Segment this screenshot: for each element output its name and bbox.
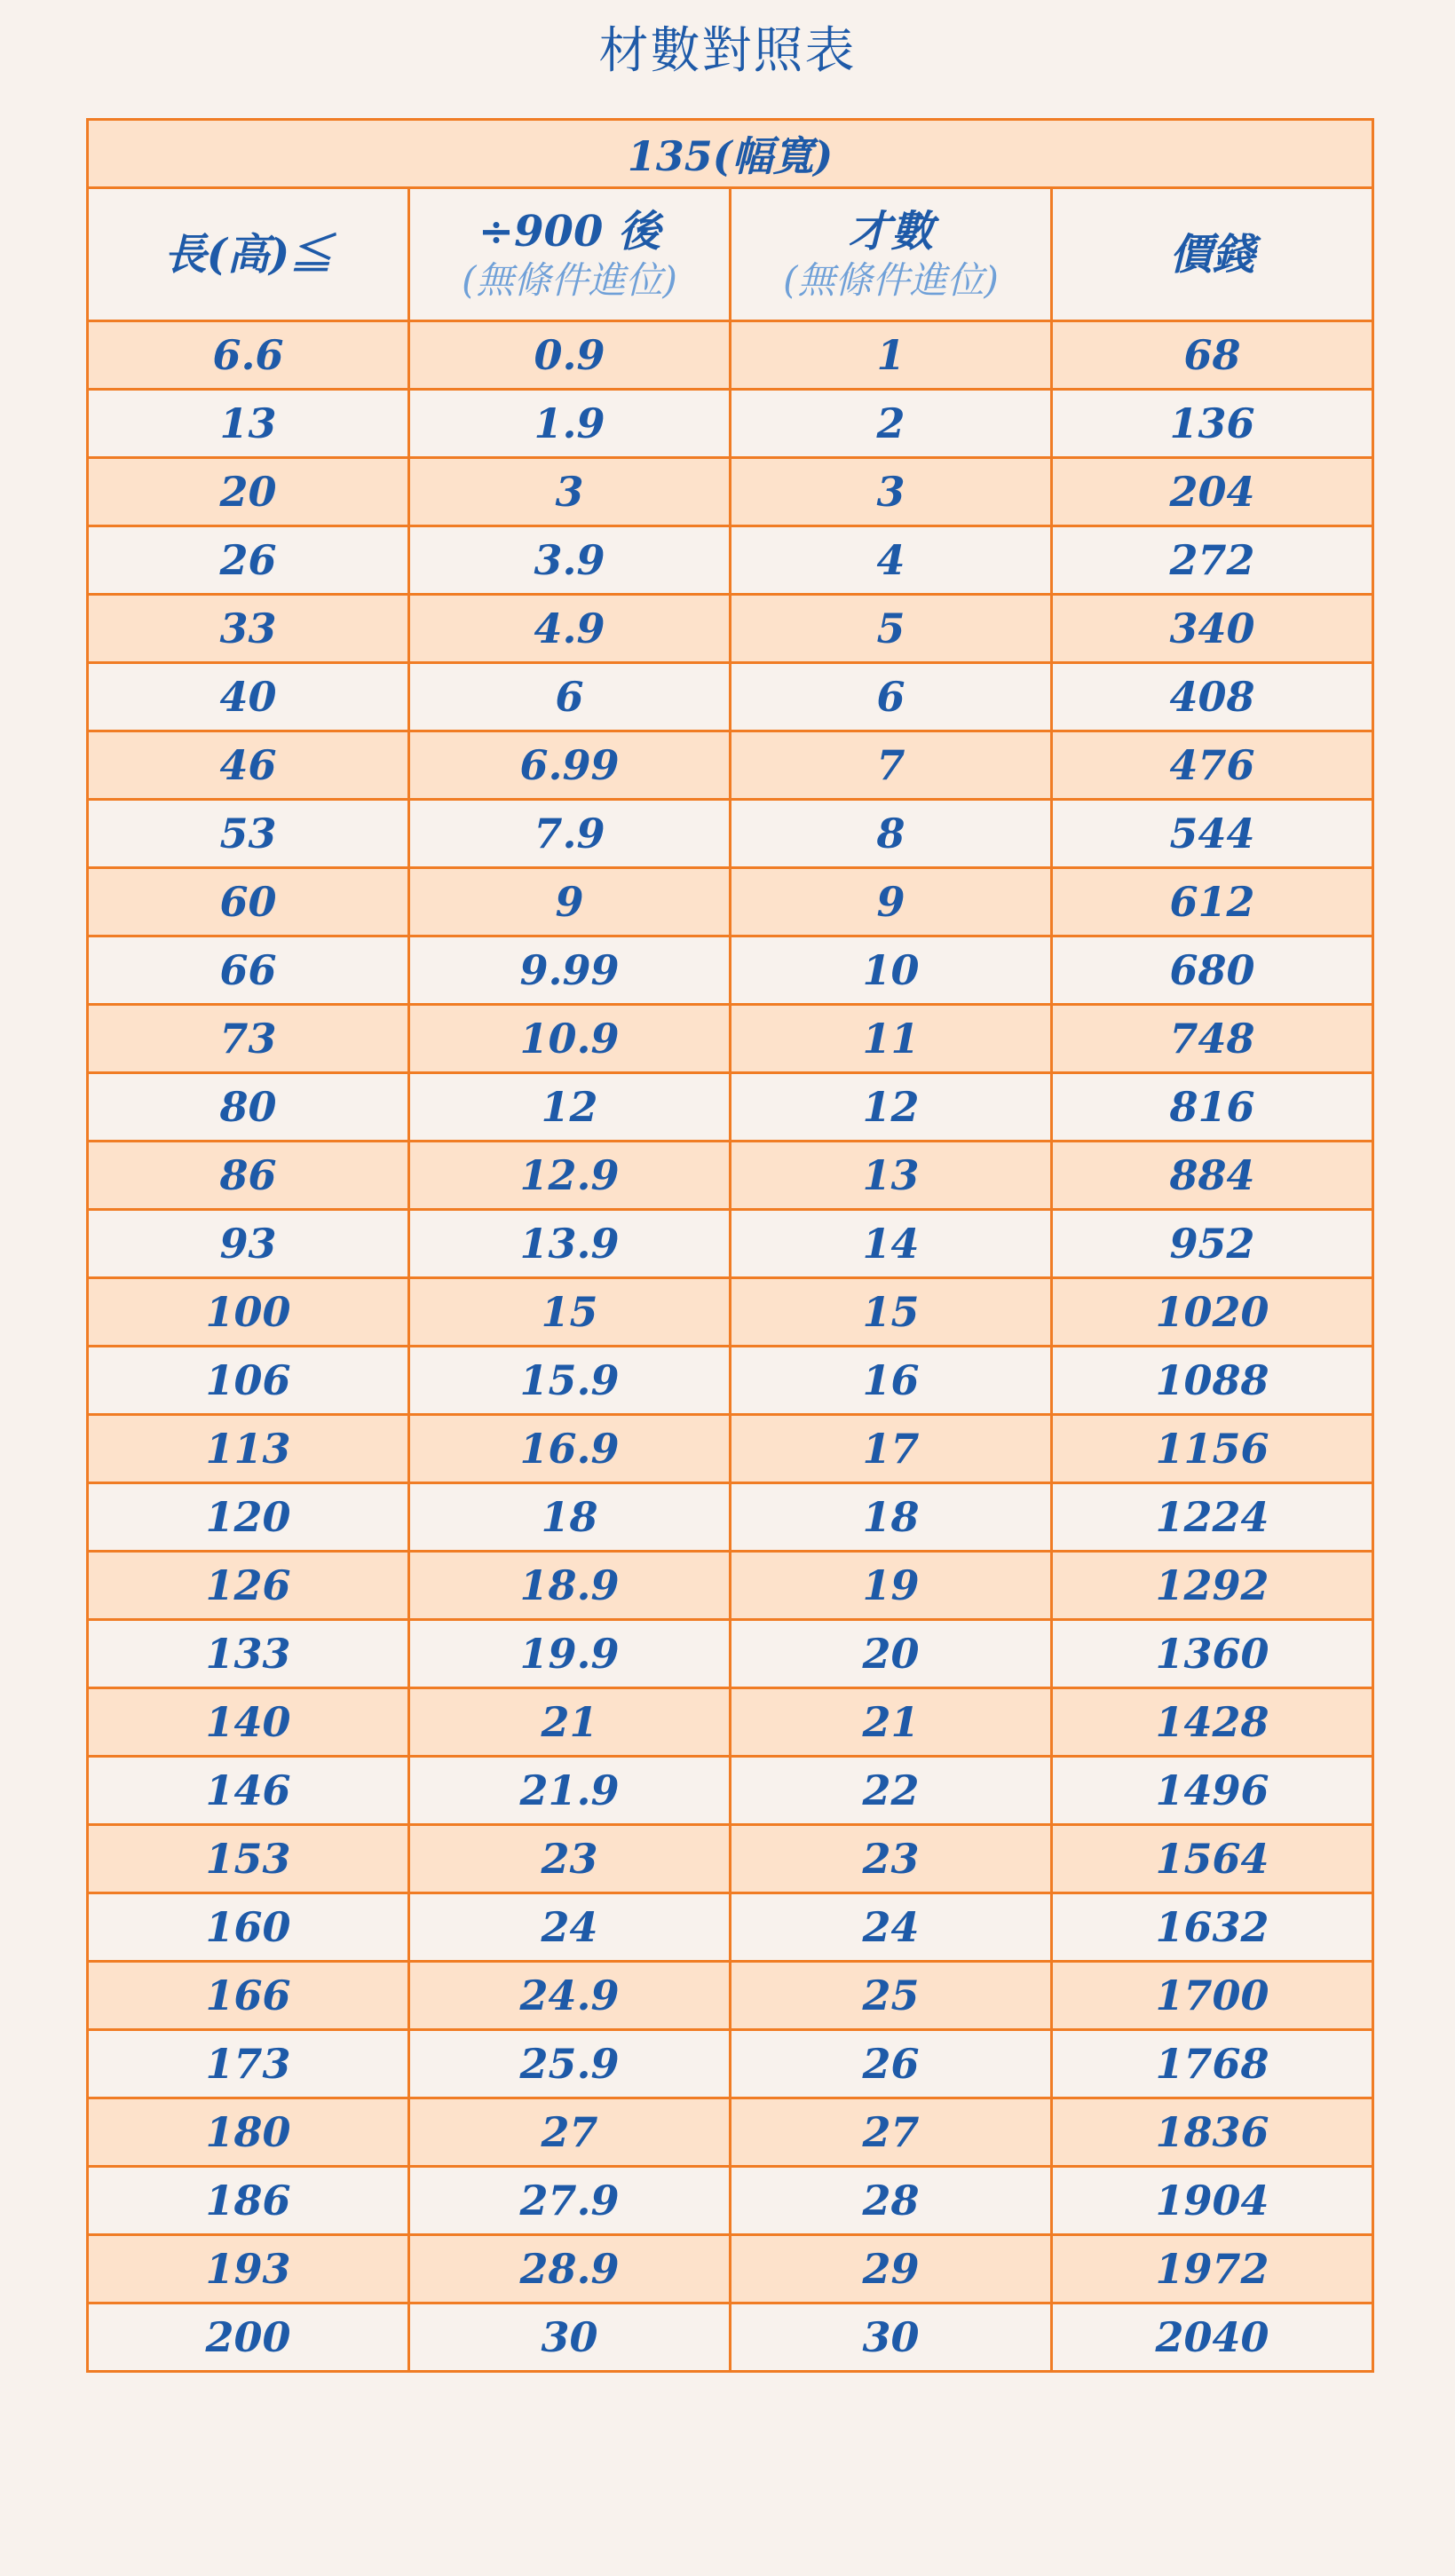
cell-divided: 25.9 xyxy=(409,2030,731,2098)
cell-divided: 4.9 xyxy=(409,595,731,663)
table-row xyxy=(88,2235,1373,2303)
cell-divided: 3.9 xyxy=(409,526,731,595)
table-row xyxy=(88,595,1373,663)
cell-price: 1496 xyxy=(1052,1757,1373,1825)
cell-cai: 8 xyxy=(731,800,1052,868)
table-row xyxy=(88,1552,1373,1620)
cell-divided: 10.9 xyxy=(409,1005,731,1073)
table-row xyxy=(88,1620,1373,1688)
cell-length: 46 xyxy=(88,731,409,800)
cell-divided: 16.9 xyxy=(409,1415,731,1483)
cell-divided: 6.99 xyxy=(409,731,731,800)
cell-divided: 30 xyxy=(409,2303,731,2372)
cell-cai: 13 xyxy=(731,1142,1052,1210)
cell-length: 86 xyxy=(88,1142,409,1210)
cell-cai: 23 xyxy=(731,1825,1052,1893)
cell-divided: 24 xyxy=(409,1893,731,1962)
cell-divided: 9.99 xyxy=(409,936,731,1005)
cell-cai: 4 xyxy=(731,526,1052,595)
cell-divided: 27.9 xyxy=(409,2167,731,2235)
column-header-length xyxy=(88,188,409,321)
cell-length: 6.6 xyxy=(88,321,409,390)
cell-price: 680 xyxy=(1052,936,1373,1005)
cell-divided: 3 xyxy=(409,458,731,526)
column-header-price xyxy=(1052,188,1373,321)
cell-cai: 2 xyxy=(731,390,1052,458)
cell-length: 140 xyxy=(88,1688,409,1757)
table-row xyxy=(88,1142,1373,1210)
section-header-row xyxy=(88,120,1373,188)
table-row xyxy=(88,1005,1373,1073)
column-header-label: ÷900 後 xyxy=(478,206,661,257)
cell-price: 68 xyxy=(1052,321,1373,390)
cell-cai: 30 xyxy=(731,2303,1052,2372)
cell-divided: 15.9 xyxy=(409,1347,731,1415)
cell-cai: 17 xyxy=(731,1415,1052,1483)
cell-price: 2040 xyxy=(1052,2303,1373,2372)
cell-divided: 19.9 xyxy=(409,1620,731,1688)
cell-price: 952 xyxy=(1052,1210,1373,1278)
table-row xyxy=(88,2098,1373,2167)
table-row xyxy=(88,2303,1373,2372)
column-header-row xyxy=(88,188,1373,321)
cell-cai: 22 xyxy=(731,1757,1052,1825)
cell-cai: 11 xyxy=(731,1005,1052,1073)
cell-cai: 24 xyxy=(731,1893,1052,1962)
cell-divided: 9 xyxy=(409,868,731,936)
cell-price: 272 xyxy=(1052,526,1373,595)
cell-cai: 3 xyxy=(731,458,1052,526)
cell-cai: 16 xyxy=(731,1347,1052,1415)
cell-length: 166 xyxy=(88,1962,409,2030)
cell-divided: 18.9 xyxy=(409,1552,731,1620)
cell-length: 146 xyxy=(88,1757,409,1825)
cell-length: 26 xyxy=(88,526,409,595)
cell-length: 180 xyxy=(88,2098,409,2167)
cell-divided: 15 xyxy=(409,1278,731,1347)
cell-cai: 19 xyxy=(731,1552,1052,1620)
table-row xyxy=(88,1073,1373,1142)
cell-price: 408 xyxy=(1052,663,1373,731)
column-header-cai xyxy=(731,188,1052,321)
cell-price: 1020 xyxy=(1052,1278,1373,1347)
cell-cai: 6 xyxy=(731,663,1052,731)
page-title: 材數對照表 xyxy=(598,22,857,80)
table-row xyxy=(88,1415,1373,1483)
cell-length: 20 xyxy=(88,458,409,526)
cell-divided: 0.9 xyxy=(409,321,731,390)
column-header-divided xyxy=(409,188,731,321)
table-row xyxy=(88,800,1373,868)
cell-divided: 7.9 xyxy=(409,800,731,868)
cell-length: 80 xyxy=(88,1073,409,1142)
cell-price: 816 xyxy=(1052,1073,1373,1142)
table-row xyxy=(88,1278,1373,1347)
cell-length: 100 xyxy=(88,1278,409,1347)
cell-divided: 6 xyxy=(409,663,731,731)
cell-price: 1836 xyxy=(1052,2098,1373,2167)
cell-price: 544 xyxy=(1052,800,1373,868)
cell-length: 73 xyxy=(88,1005,409,1073)
cell-length: 33 xyxy=(88,595,409,663)
column-header-sublabel: (無條件進位) xyxy=(783,257,999,302)
cell-divided: 12.9 xyxy=(409,1142,731,1210)
cell-price: 1360 xyxy=(1052,1620,1373,1688)
cell-divided: 28.9 xyxy=(409,2235,731,2303)
column-header-label: 價錢 xyxy=(1169,229,1255,280)
table-row xyxy=(88,390,1373,458)
table-row xyxy=(88,663,1373,731)
table-row xyxy=(88,1825,1373,1893)
column-header-sublabel: (無條件進位) xyxy=(462,257,677,302)
cell-length: 120 xyxy=(88,1483,409,1552)
cell-divided: 27 xyxy=(409,2098,731,2167)
cell-price: 340 xyxy=(1052,595,1373,663)
cell-cai: 5 xyxy=(731,595,1052,663)
cell-cai: 1 xyxy=(731,321,1052,390)
cell-price: 1564 xyxy=(1052,1825,1373,1893)
cell-cai: 14 xyxy=(731,1210,1052,1278)
section-header: 135(幅寬) xyxy=(88,120,1373,188)
cell-price: 1428 xyxy=(1052,1688,1373,1757)
table-row xyxy=(88,1688,1373,1757)
cell-price: 612 xyxy=(1052,868,1373,936)
cell-price: 1156 xyxy=(1052,1415,1373,1483)
cell-length: 160 xyxy=(88,1893,409,1962)
cell-length: 153 xyxy=(88,1825,409,1893)
cell-price: 1224 xyxy=(1052,1483,1373,1552)
cell-divided: 13.9 xyxy=(409,1210,731,1278)
cell-price: 1088 xyxy=(1052,1347,1373,1415)
column-header-label: 長(高)≦ xyxy=(163,229,333,280)
table-row xyxy=(88,1962,1373,2030)
cell-price: 136 xyxy=(1052,390,1373,458)
table-row xyxy=(88,2030,1373,2098)
cell-length: 13 xyxy=(88,390,409,458)
cell-cai: 26 xyxy=(731,2030,1052,2098)
cell-length: 200 xyxy=(88,2303,409,2372)
cell-cai: 21 xyxy=(731,1688,1052,1757)
cell-price: 1700 xyxy=(1052,1962,1373,2030)
table-row xyxy=(88,731,1373,800)
cell-divided: 18 xyxy=(409,1483,731,1552)
cell-divided: 21 xyxy=(409,1688,731,1757)
cell-price: 1632 xyxy=(1052,1893,1373,1962)
cell-length: 93 xyxy=(88,1210,409,1278)
cell-cai: 27 xyxy=(731,2098,1052,2167)
cell-length: 133 xyxy=(88,1620,409,1688)
cell-cai: 10 xyxy=(731,936,1052,1005)
table-row xyxy=(88,1210,1373,1278)
cell-cai: 18 xyxy=(731,1483,1052,1552)
cell-divided: 24.9 xyxy=(409,1962,731,2030)
table-row xyxy=(88,936,1373,1005)
cell-cai: 15 xyxy=(731,1278,1052,1347)
cell-cai: 28 xyxy=(731,2167,1052,2235)
table-row xyxy=(88,321,1373,390)
cell-divided: 12 xyxy=(409,1073,731,1142)
table-row xyxy=(88,1893,1373,1962)
cell-price: 1292 xyxy=(1052,1552,1373,1620)
cell-divided: 1.9 xyxy=(409,390,731,458)
table-row xyxy=(88,868,1373,936)
cell-divided: 23 xyxy=(409,1825,731,1893)
cell-price: 476 xyxy=(1052,731,1373,800)
cell-cai: 25 xyxy=(731,1962,1052,2030)
cell-cai: 9 xyxy=(731,868,1052,936)
cell-length: 40 xyxy=(88,663,409,731)
cell-price: 884 xyxy=(1052,1142,1373,1210)
cell-length: 113 xyxy=(88,1415,409,1483)
price-table xyxy=(86,118,1374,2373)
cell-cai: 12 xyxy=(731,1073,1052,1142)
cell-length: 106 xyxy=(88,1347,409,1415)
table-row xyxy=(88,1347,1373,1415)
table-row xyxy=(88,2167,1373,2235)
cell-cai: 29 xyxy=(731,2235,1052,2303)
cell-length: 186 xyxy=(88,2167,409,2235)
cell-length: 126 xyxy=(88,1552,409,1620)
cell-divided: 21.9 xyxy=(409,1757,731,1825)
table-row xyxy=(88,1757,1373,1825)
table-row xyxy=(88,458,1373,526)
cell-price: 1972 xyxy=(1052,2235,1373,2303)
cell-length: 66 xyxy=(88,936,409,1005)
cell-price: 204 xyxy=(1052,458,1373,526)
cell-length: 60 xyxy=(88,868,409,936)
cell-price: 1904 xyxy=(1052,2167,1373,2235)
table-body xyxy=(88,321,1373,2372)
column-header-label: 才數 xyxy=(848,206,934,257)
cell-length: 193 xyxy=(88,2235,409,2303)
cell-cai: 20 xyxy=(731,1620,1052,1688)
cell-cai: 7 xyxy=(731,731,1052,800)
cell-price: 748 xyxy=(1052,1005,1373,1073)
cell-price: 1768 xyxy=(1052,2030,1373,2098)
cell-length: 173 xyxy=(88,2030,409,2098)
table-row xyxy=(88,526,1373,595)
table-row xyxy=(88,1483,1373,1552)
cell-length: 53 xyxy=(88,800,409,868)
